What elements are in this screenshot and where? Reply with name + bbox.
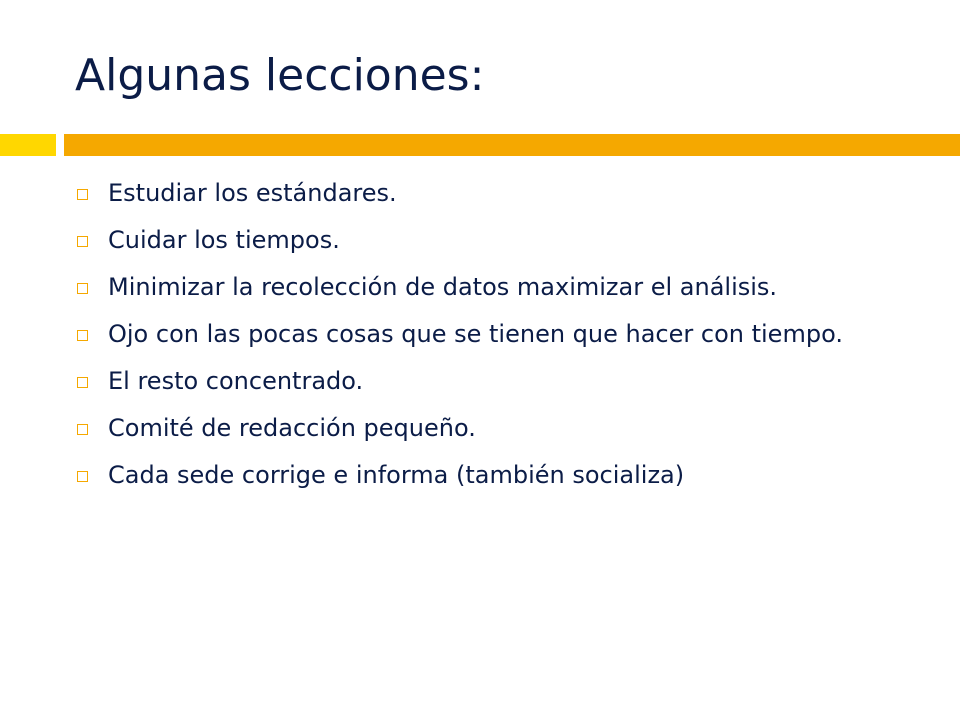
accent-bar-yellow xyxy=(0,134,56,156)
bullet-text: Cuidar los tiempos. xyxy=(108,226,340,254)
bullet-item xyxy=(75,222,895,258)
bullet-item xyxy=(75,457,895,493)
bullet-item xyxy=(75,410,895,446)
bullet-item xyxy=(75,269,895,305)
bullet-item xyxy=(75,363,895,399)
slide-title: Algunas lecciones: xyxy=(75,50,485,101)
square-outline-bullet-icon xyxy=(77,424,88,435)
square-outline-bullet-icon xyxy=(77,283,88,294)
square-outline-bullet-icon xyxy=(77,377,88,388)
bullet-text: Cada sede corrige e informa (también socializa) xyxy=(108,461,685,489)
square-outline-bullet-icon xyxy=(77,189,88,200)
bullet-list xyxy=(75,175,895,504)
square-outline-bullet-icon xyxy=(77,236,88,247)
bullet-text: Ojo con las pocas cosas que se tienen que hacer con tiempo. xyxy=(108,320,843,348)
bullet-text: Comité de redacción pequeño. xyxy=(108,414,476,442)
bullet-text: Minimizar la recolección de datos maximizar el análisis. xyxy=(108,273,778,301)
square-outline-bullet-icon xyxy=(77,330,88,341)
bullet-text: El resto concentrado. xyxy=(108,367,364,395)
bullet-item xyxy=(75,175,895,211)
square-outline-bullet-icon xyxy=(77,471,88,482)
bullet-text: Estudiar los estándares. xyxy=(108,179,397,207)
bullet-item xyxy=(75,316,895,352)
accent-bar-orange xyxy=(64,134,960,156)
